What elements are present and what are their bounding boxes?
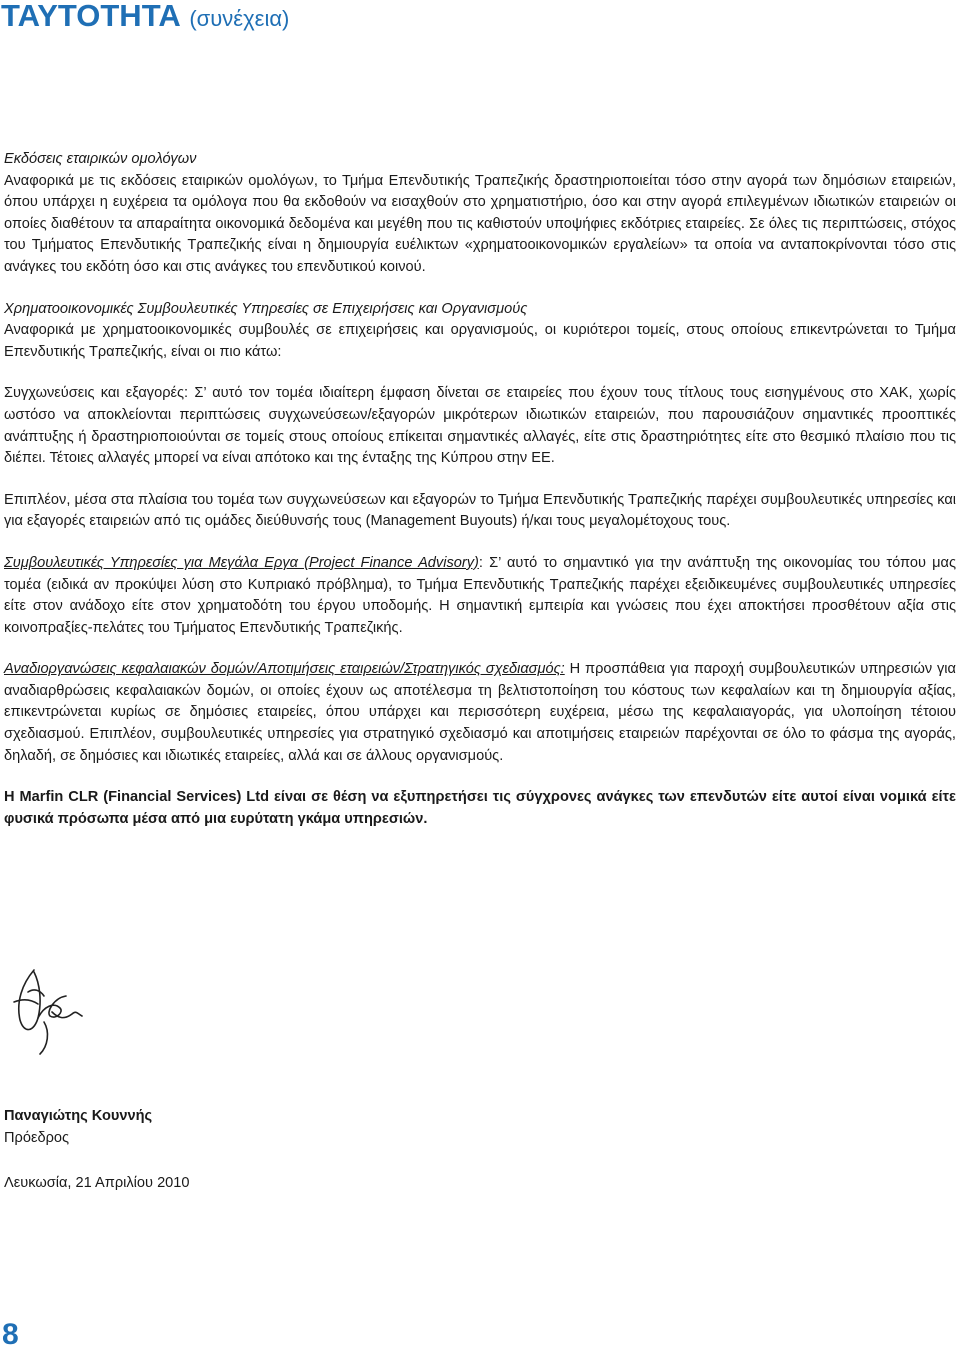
paragraph-advisory: Αναφορικά με χρηματοοικονομικές συμβουλές σε επιχειρήσεις και οργανισμούς, οι κυριότεροι τομείς, στους οποίους επικεντρώνεται το Τμήμα Επενδυτικής Τραπεζικής, είναι οι πιο κάτω:: [4, 322, 956, 360]
paragraph-bonds-part1: Αναφορικά με τις εκδόσεις εταιρικών ομολόγων, το Τμήμα Επενδυτικής Τραπεζικής δραστηριοποιείται τόσο στην αγορά των δημόσιων εταιρειών, όπου υπάρχει η ευχέρεια τα ομόλογα που θα εκδοθούν να εισαχθούν στο χρηματιστήριο, όσο και στην αγορά επιλεγμένων ιδιωτικών εταιρειών οι οποίες διαθέτουν τα απαραίτητα οικονομικά δεδομένα και μεγέθη που τις καθιστούν υποψήφιες εκδότριες εταιρείες.: [4, 172, 956, 232]
project-finance-lead: Συμβουλευτικές Υπηρεσίες για Μεγάλα Εργα (Project Finance Advisory): [4, 554, 479, 571]
place-date: Λευκωσία, 21 Απριλίου 2010: [4, 1175, 190, 1191]
signatory-role: Πρόεδρος: [4, 1130, 70, 1146]
paragraph-mbo: Επιπλέον, μέσα στα πλαίσια του τομέα των συγχωνεύσεων και εξαγορών το Τμήμα Επενδυτικής Τραπεζικής παρέχει συμβουλευτικές υπηρεσίες και για εξαγορές εταιρειών από τις ομάδες διεύθυνσής τους (Management Buyouts) ή/και τους μεγαλομέτοχους τους.: [4, 491, 956, 530]
page-title: [1, 0, 289, 37]
restructuring-lead: Αναδιοργανώσεις κεφαλαιακών δομών/Αποτιμήσεις εταιρειών/Στρατηγικός σχεδιασμός:: [4, 661, 565, 678]
page-title-subtitle: (συνέχεια): [189, 6, 290, 31]
section-heading-bonds: Εκδόσεις εταιρικών ομολόγων: [4, 151, 197, 167]
document-body: [4, 149, 956, 850]
mergers-lead: Συγχωνεύσεις και εξαγορές:: [4, 385, 189, 402]
paragraph-project-finance: [4, 553, 956, 639]
project-finance-text: Σ’ αυτό το σημαντικό για την ανάπτυξη της οικονομίας του τόπου μας τομέα (ειδικά αν προκύψει λύση στο Κυπριακό πρόβλημα), το Τμήμα Επενδυτικής Τραπεζικής παρέχει εξειδικευμένες συμβουλευτικές υπηρεσίες είτε στον ανάδοχο είτε στον χρηματοδότη του έργου υποδομής. Η σημαντική εμπειρία και γνώσεις που έχει αποκτήσει προσθέτουν αξία στις κοινοπραξίες-πελάτες του Τμήματος Επενδυτικής Τραπεζικής.: [4, 554, 957, 636]
paragraph-bonds: [4, 171, 956, 279]
paragraph-restructuring: [4, 659, 956, 767]
page-title-main: ΤΑΥΤΟΤΗΤΑ: [1, 0, 181, 33]
paragraph-bonds-part2: Σε όλες τις περιπτώσεις, στόχος του Τμήματος Επενδυτικής Τραπεζικής είναι η δημιουργία ευέλικτων «χρηματοοικονομικών εργαλείων» τα οποία να ανταποκρίνονται τόσο στις ανάγκες του εκδότη όσο και στις ανάγκες του επενδυτικού κοινού.: [4, 215, 956, 275]
mergers-text: Σ’ αυτό τον τομέα ιδιαίτερη έμφαση δίνεται σε εταιρείες που έχουν τους τίτλους τους εισηγμένους στο ΧΑΚ, χωρίς ωστόσο να αποκλείονται περιπτώσεις συγχωνεύσεων/εξαγορών μικρότερων ιδιωτικών εταιρειών, που παρουσιάζουν σημαντικές προοπτικές ανάπτυξης ή δραστηριοποιούνται σε τομείς στους οποίους επίκειται σημαντικές αλλαγές, είτε στις δραστηριότητες είτε στο θεσμικό πλαίσιο που τις διέπει. Τέτοιες αλλαγές μπορεί να είναι απότοκο και της ένταξης της Κύπρου στην ΕΕ.: [4, 385, 956, 467]
restructuring-text: Η προσπάθεια για παροχή συμβουλευτικών υπηρεσιών για αναδιαρθρώσεις κεφαλαιακών δομών, οι οποίες έχουν ως αποτέλεσμα τη βελτιστοποίηση του κόστους των κεφαλαίων και τη δημιουργία αξίας, επικεντρώνεται κυρίως σε δημόσιες εταιρείες, όπου υπάρχει και περισσότερη ευχέρεια, μέσω της κεφαλαιαγοράς, για υλοποίηση τέτοιου σχεδιασμού. Επιπλέον, συμβουλευτικές υπηρεσίες για στρατηγικό σχεδιασμό και αποτιμήσεις εταιρειών παρέχονται σε όλο το φάσμα της αγοράς, δηλαδή, σε δημόσιες και ιδιωτικές εταιρείες, αλλά και σε άλλους οργανισμούς.: [4, 661, 956, 764]
paragraph-closing: Η Marfin CLR (Financial Services) Ltd είναι σε θέση να εξυπηρετήσει τις σύγχρονες ανάγκες των επενδυτών είτε αυτοί είναι νομικά είτε φυσικά πρόσωπα μέσα από μια ευρύτατη γκάμα υπηρεσιών.: [4, 789, 956, 827]
page-number: 8: [2, 1318, 19, 1351]
signatory-block: [4, 1105, 152, 1149]
project-finance-lead-colon: :: [478, 554, 483, 571]
signature-image: [4, 962, 104, 1062]
signatory-name: Παναγιώτης Κουννής: [4, 1108, 153, 1124]
section-heading-advisory: Χρηματοοικονομικές Συμβουλευτικές Υπηρεσίες σε Επιχειρήσεις και Οργανισμούς: [4, 300, 528, 317]
paragraph-mergers: [4, 383, 956, 469]
